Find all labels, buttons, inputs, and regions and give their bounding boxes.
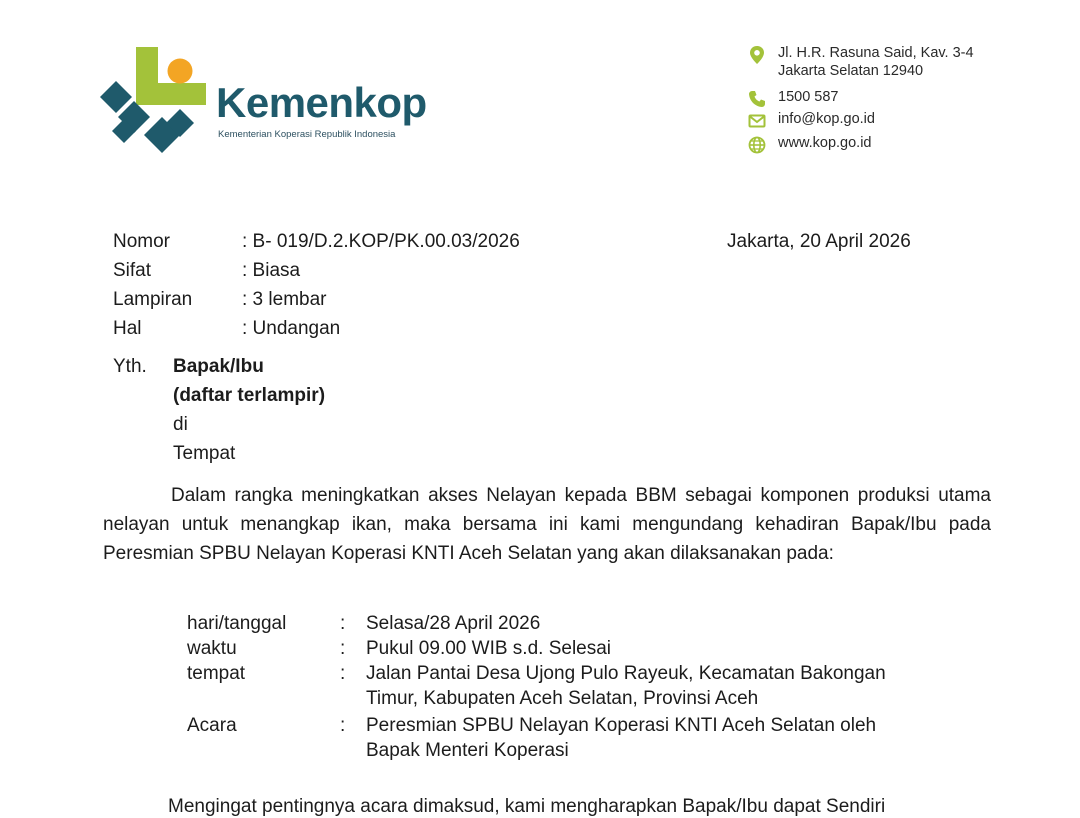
meta-value: : B- 019/D.2.KOP/PK.00.03/2026 (242, 231, 520, 252)
event-details (187, 611, 927, 763)
location-pin-icon (747, 45, 767, 65)
globe-icon (747, 135, 767, 155)
kemenkop-emblem-icon (100, 45, 210, 155)
meta-label: Nomor (113, 231, 171, 252)
meta-label: Lampiran (113, 289, 193, 310)
email-icon (747, 111, 767, 131)
detail-colon: : (340, 638, 346, 659)
detail-label: tempat (187, 663, 246, 684)
detail-value: Jalan Pantai Desa Ujong Pulo Rayeuk, Kecamatan Bakongan Timur, Kabupaten Aceh Selatan, Provinsi Aceh (366, 663, 886, 709)
detail-value: Pukul 09.00 WIB s.d. Selesai (366, 638, 612, 659)
recipient-place: Tempat (173, 443, 236, 464)
detail-row-date (187, 611, 927, 636)
address-line-2: Jakarta Selatan 12940 (778, 63, 924, 79)
phone-icon (747, 89, 767, 109)
contact-address (745, 44, 1045, 84)
detail-row-time (187, 636, 927, 661)
contact-website (745, 134, 1045, 158)
meta-label: Hal (113, 318, 142, 339)
email-address[interactable]: info@kop.go.id (778, 111, 875, 127)
detail-colon: : (340, 663, 346, 684)
detail-label: Acara (187, 715, 237, 736)
detail-label: waktu (187, 638, 237, 659)
meta-value: : Undangan (242, 318, 341, 339)
phone-number[interactable]: 1500 587 (778, 89, 839, 105)
detail-row-place (187, 661, 927, 711)
detail-colon: : (340, 715, 346, 736)
brand-name: Kemenkop (216, 79, 427, 126)
meta-value: : Biasa (242, 260, 301, 281)
meta-value: : 3 lembar (242, 289, 327, 310)
detail-colon: : (340, 613, 346, 634)
recipient-di: di (173, 414, 188, 435)
contact-email (745, 110, 1045, 134)
recipient-prefix: Yth. (113, 356, 147, 377)
detail-row-event (187, 713, 927, 763)
recipient-name: Bapak/Ibu (173, 356, 264, 377)
website-link[interactable]: www.kop.go.id (778, 135, 872, 151)
detail-value: Peresmian SPBU Nelayan Koperasi KNTI Aceh Selatan oleh Bapak Menteri Koperasi (366, 715, 877, 761)
detail-label: hari/tanggal (187, 613, 287, 634)
contact-block (745, 44, 1045, 158)
letter-date: Jakarta, 20 April 2026 (727, 231, 911, 252)
closing-paragraph-partial: Mengingat pentingnya acara dimaksud, kami mengharapkan Bapak/Ibu dapat Sendiri (168, 796, 886, 817)
body-paragraph: Dalam rangka meningkatkan akses Nelayan kepada BBM sebagai komponen produksi utama nelayan untuk menangkap ikan, maka bersama ini kami mengundang kehadiran Bapak/Ibu pada Peresmian SPBU Nelayan Koperasi KNTI Aceh Selatan yang akan dilaksanakan pada: (103, 485, 991, 564)
meta-label: Sifat (113, 260, 152, 281)
recipient-note: (daftar terlampir) (173, 385, 326, 406)
brand-subtitle: Kementerian Koperasi Republik Indonesia (218, 129, 396, 140)
address-line-1: Jl. H.R. Rasuna Said, Kav. 3-4 (778, 45, 974, 61)
kemenkop-logo (100, 45, 440, 155)
contact-phone (745, 88, 1045, 110)
detail-value: Selasa/28 April 2026 (366, 613, 541, 634)
